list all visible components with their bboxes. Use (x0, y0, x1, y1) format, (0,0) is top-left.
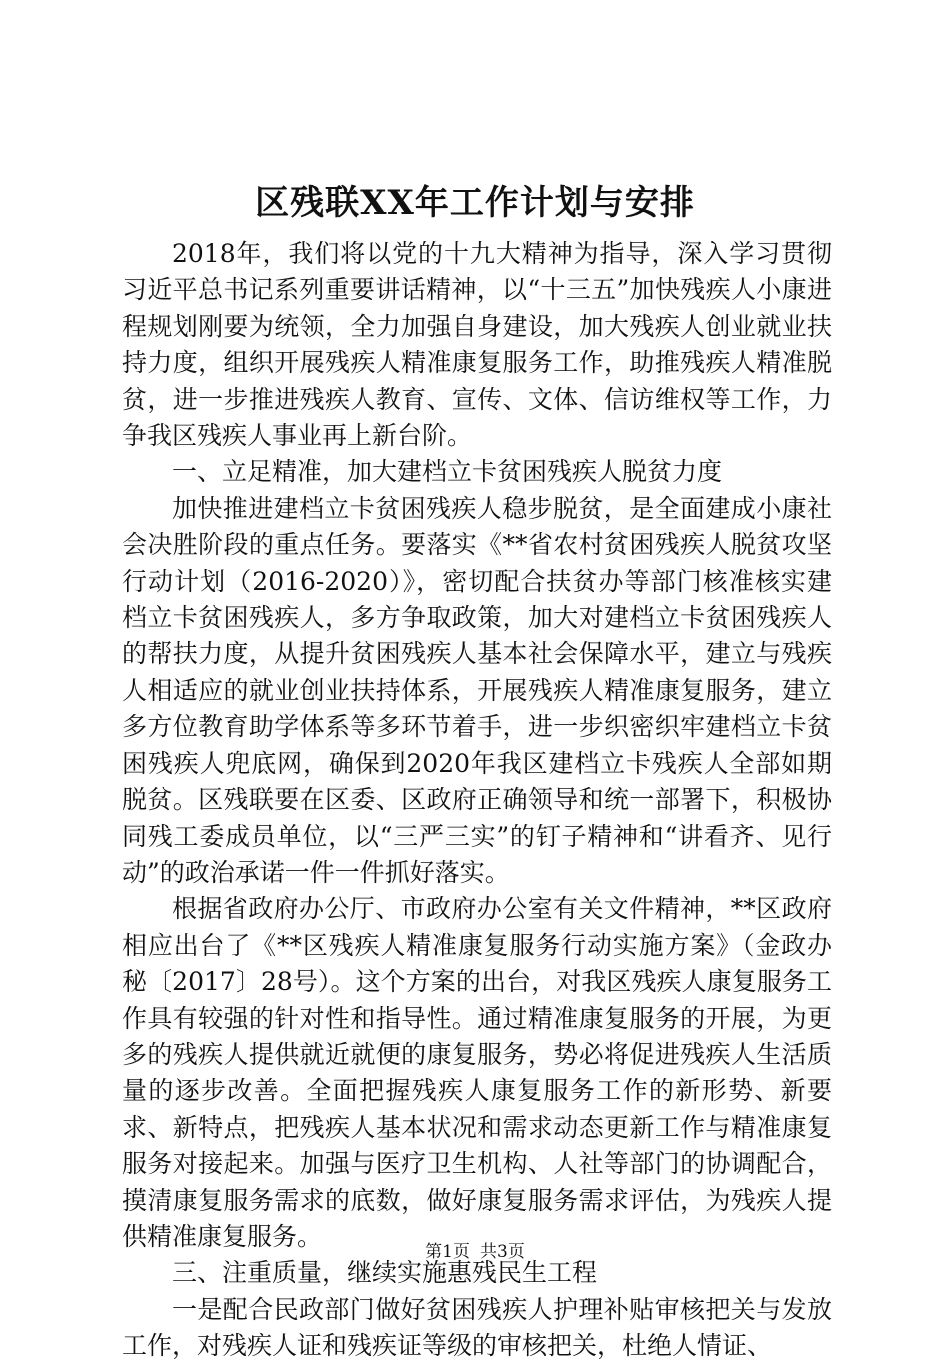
page-footer (0, 1240, 950, 1264)
document-body (122, 236, 832, 1365)
section-heading-1: 一、立足精准，加大建档立卡贫困残疾人脱贫力度 (172, 457, 723, 487)
page-number: 第1页 (425, 1242, 470, 1262)
document-title: 区残联XX年工作计划与安排 (255, 183, 695, 223)
paragraph-subsidy: 一是配合民政部门做好贫困残疾人护理补贴审核把关与发放工作，对残疾人证和残疾证等级的审核把关，杜绝人情证、 (122, 1294, 832, 1361)
paragraph-rehabilitation: 根据省政府办公厅、市政府办公室有关文件精神，**区政府相应出台了《**区残疾人精准康复服务行动实施方案》（金政办秘〔2017〕28号）。这个方案的出台，对我区残疾人康复服务工作具有较强的针对性和指导性。通过精准康复服务的开展，为更多的残疾人提供就近就便的康复服务，势必将促进残疾人生活质量的逐步改善。全面把握残疾人康复服务工作的新形势、新要求、新特点，把残疾人基本状况和需求动态更新工作与精准康复服务对接起来。加强与医疗卫生机构、人社等部门的协调配合，摸清康复服务需求的底数，做好康复服务需求评估，为残疾人提供精准康复服务。 (122, 894, 832, 1251)
page-total: 共3页 (480, 1242, 525, 1262)
section-heading-3: 三、注重质量，继续实施惠残民生工程 (172, 1258, 598, 1288)
paragraph-intro: 2018年，我们将以党的十九大精神为指导，深入学习贯彻习近平总书记系列重要讲话精神，以“十三五”加快残疾人小康进程规划刚要为统领，全力加强自身建设，加大残疾人创业就业扶持力度，组织开展残疾人精准康复服务工作，助推残疾人精准脱贫，进一步推进残疾人教育、宣传、文体、信访维权等工作，力争我区残疾人事业再上新台阶。 (122, 239, 832, 451)
paragraph-poverty-relief: 加快推进建档立卡贫困残疾人稳步脱贫，是全面建成小康社会决胜阶段的重点任务。要落实《**省农村贫困残疾人脱贫攻坚行动计划（2016-2020）》，密切配合扶贫办等部门核准核实建档立卡贫困残疾人，多方争取政策，加大对建档立卡贫困残疾人的帮扶力度，从提升贫困残疾人基本社会保障水平，建立与残疾人相适应的就业创业扶持体系，开展残疾人精准康复服务，建立多方位教育助学体系等多环节着手，进一步织密织牢建档立卡贫困残疾人兜底网，确保到2020年我区建档立卡残疾人全部如期脱贫。区残联要在区委、区政府正确领导和统一部署下，积极协同残工委成员单位，以“三严三实”的钉子精神和“讲看齐、见行动”的政治承诺一件一件抓好落实。 (122, 493, 832, 887)
